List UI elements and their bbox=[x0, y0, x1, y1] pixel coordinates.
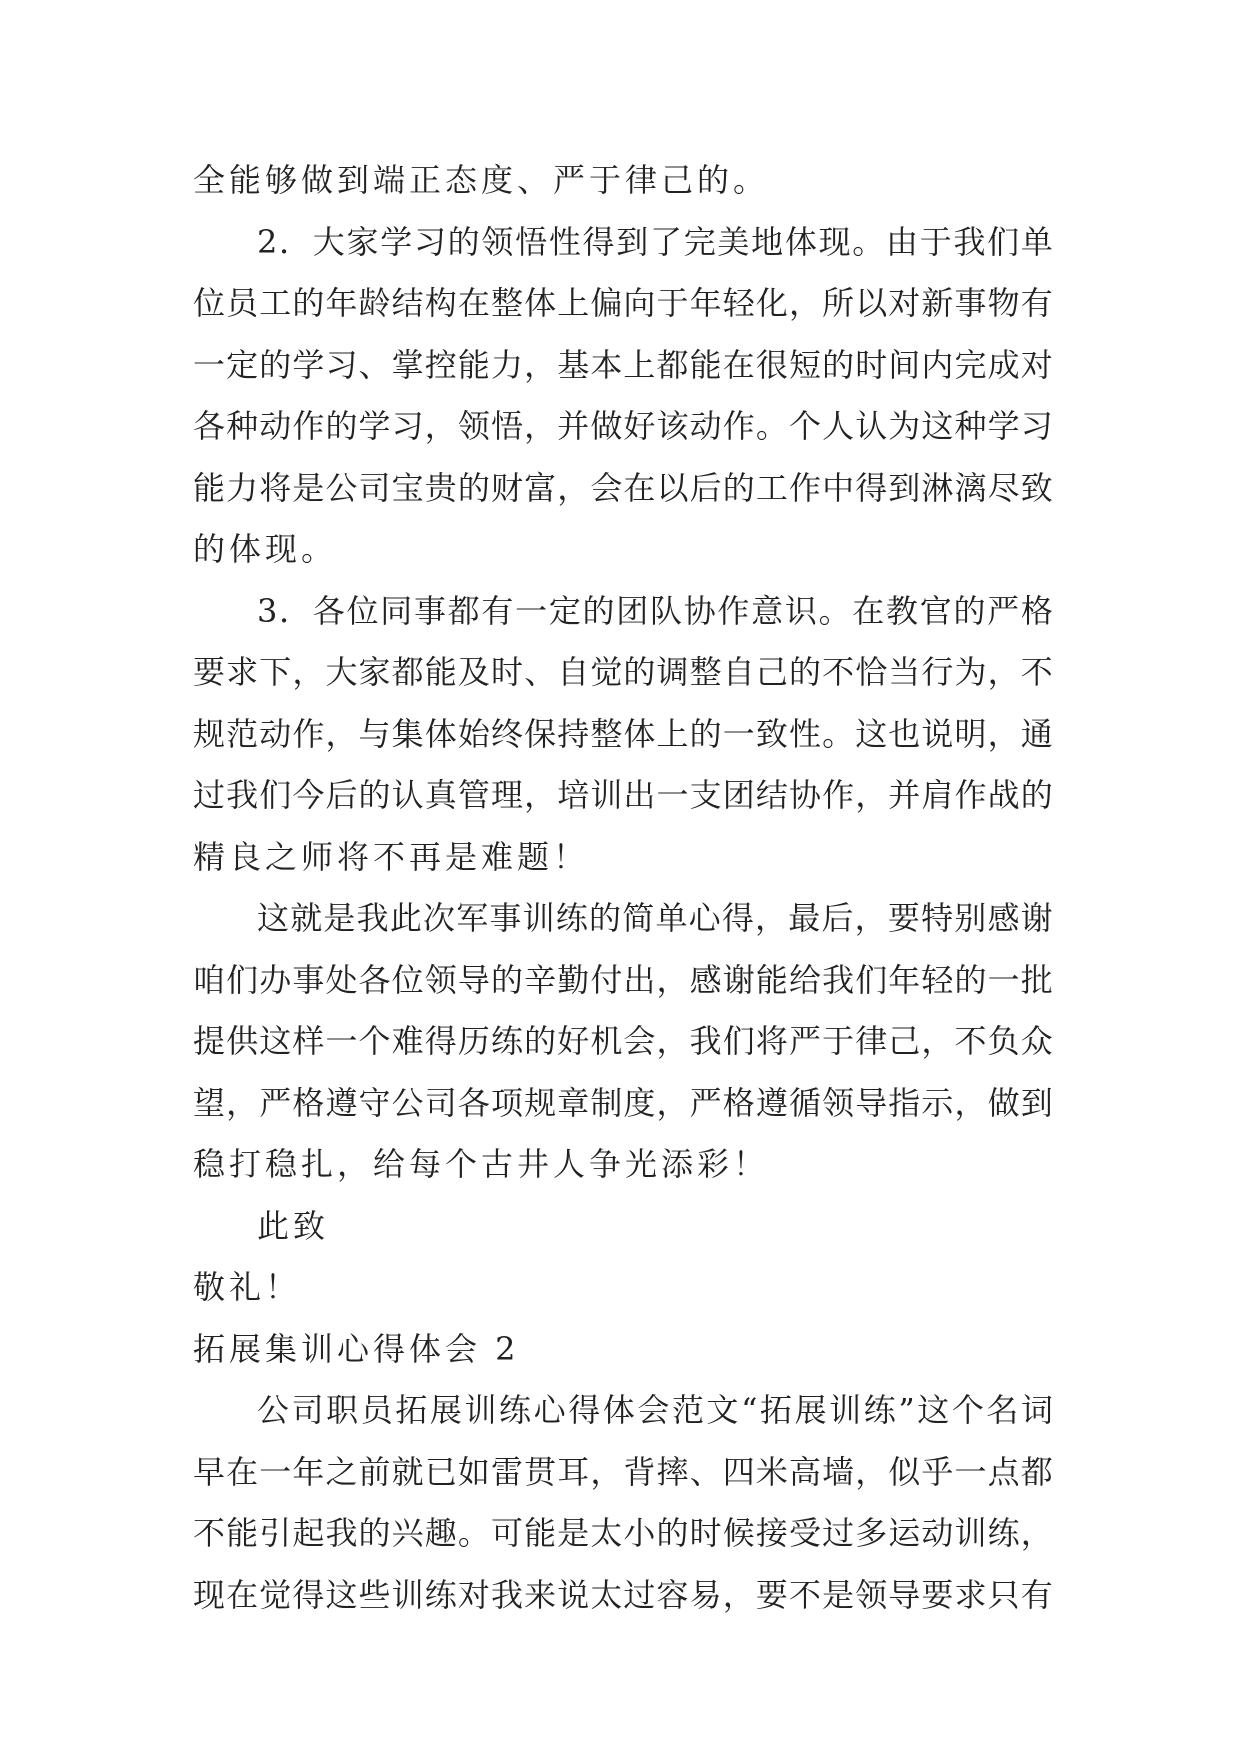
text-line: 敬礼！ bbox=[193, 1268, 302, 1306]
text-line: 精良之师将不再是难题！ bbox=[193, 837, 590, 876]
text-line: 一 定 的 学 习 、 掌 控 能 力 ， 基 本 上 都 能 在 很 短 的 时 间 内 完 成 对 bbox=[193, 345, 1053, 384]
text-line: 位 员 工 的 年 龄 结 构 在 整 体 上 偏 向 于 年 轻 化 ， 所 以 对 新 事 物 有 bbox=[193, 284, 1053, 322]
text-line: 全能够做到端正态度、严于律己的。 bbox=[193, 161, 770, 199]
text-line: 能 力 将 是 公 司 宝 贵 的 财 富 ， 会 在 以 后 的 工 作 中 得 到 淋 漓 尽 致 bbox=[193, 468, 1053, 507]
text-line: 提 供 这 样 一 个 难 得 历 练 的 好 机 会 ， 我 们 将 严 于 律 己 ， 不 负 众 bbox=[193, 1022, 1053, 1060]
text-line: 的体现。 bbox=[193, 530, 338, 568]
text-line: 不 能 引 起 我 的 兴 趣 。 可 能 是 太 小 的 时 候 接 受 过 多 运 动 训 练 ， bbox=[193, 1514, 1053, 1552]
text-line: 过 我 们 今 后 的 认 真 管 理 ， 培 训 出 一 支 团 结 协 作 ， 并 肩 作 战 的 bbox=[193, 776, 1053, 814]
text-line: 3 ． 各 位 同 事 都 有 一 定 的 团 队 协 作 意 识 。 在 教 官 的 严 格 bbox=[257, 591, 1053, 630]
text-line: 稳打稳扎，给每个古井人争光添彩！ bbox=[193, 1145, 770, 1183]
text-line: 规 范 动 作 ， 与 集 体 始 终 保 持 整 体 上 的 一 致 性 。 这 也 说 明 ， 通 bbox=[193, 714, 1053, 753]
document-body bbox=[193, 150, 1053, 1626]
text-line: 早 在 一 年 之 前 就 已 如 雷 贯 耳 ， 背 摔 、 四 米 高 墙 ， 似 乎 一 点 都 bbox=[193, 1452, 1053, 1491]
text-line: 现 在 觉 得 这 些 训 练 对 我 来 说 太 过 容 易 ， 要 不 是 领 导 要 求 只 有 bbox=[193, 1575, 1053, 1614]
text-line: 拓展集训心得体会 2 bbox=[193, 1329, 520, 1368]
text-line: 望 ， 严 格 遵 守 公 司 各 项 规 章 制 度 ， 严 格 遵 循 领 导 指 示 ， 做 到 bbox=[193, 1083, 1053, 1122]
text-line: 此致 bbox=[257, 1206, 330, 1245]
text-line: 要 求 下 ， 大 家 都 能 及 时 、 自 觉 的 调 整 自 己 的 不 恰 当 行 为 ， 不 bbox=[193, 653, 1053, 691]
text-line: 2 ． 大 家 学 习 的 领 悟 性 得 到 了 完 美 地 体 现 。 由 于 我 们 单 bbox=[257, 222, 1053, 261]
text-line: 各 种 动 作 的 学 习 ， 领 悟 ， 并 做 好 该 动 作 。 个 人 认 为 这 种 学 习 bbox=[193, 407, 1053, 445]
text-line: 公 司 职 员 拓 展 训 练 心 得 体 会 范 文 “ 拓 展 训 练 ” 这 个 名 词 bbox=[257, 1391, 1053, 1429]
text-line: 这 就 是 我 此 次 军 事 训 练 的 简 单 心 得 ， 最 后 ， 要 特 别 感 谢 bbox=[257, 899, 1053, 937]
text-line: 咱 们 办 事 处 各 位 领 导 的 辛 勤 付 出 ， 感 谢 能 给 我 们 年 轻 的 一 批 bbox=[193, 960, 1053, 999]
